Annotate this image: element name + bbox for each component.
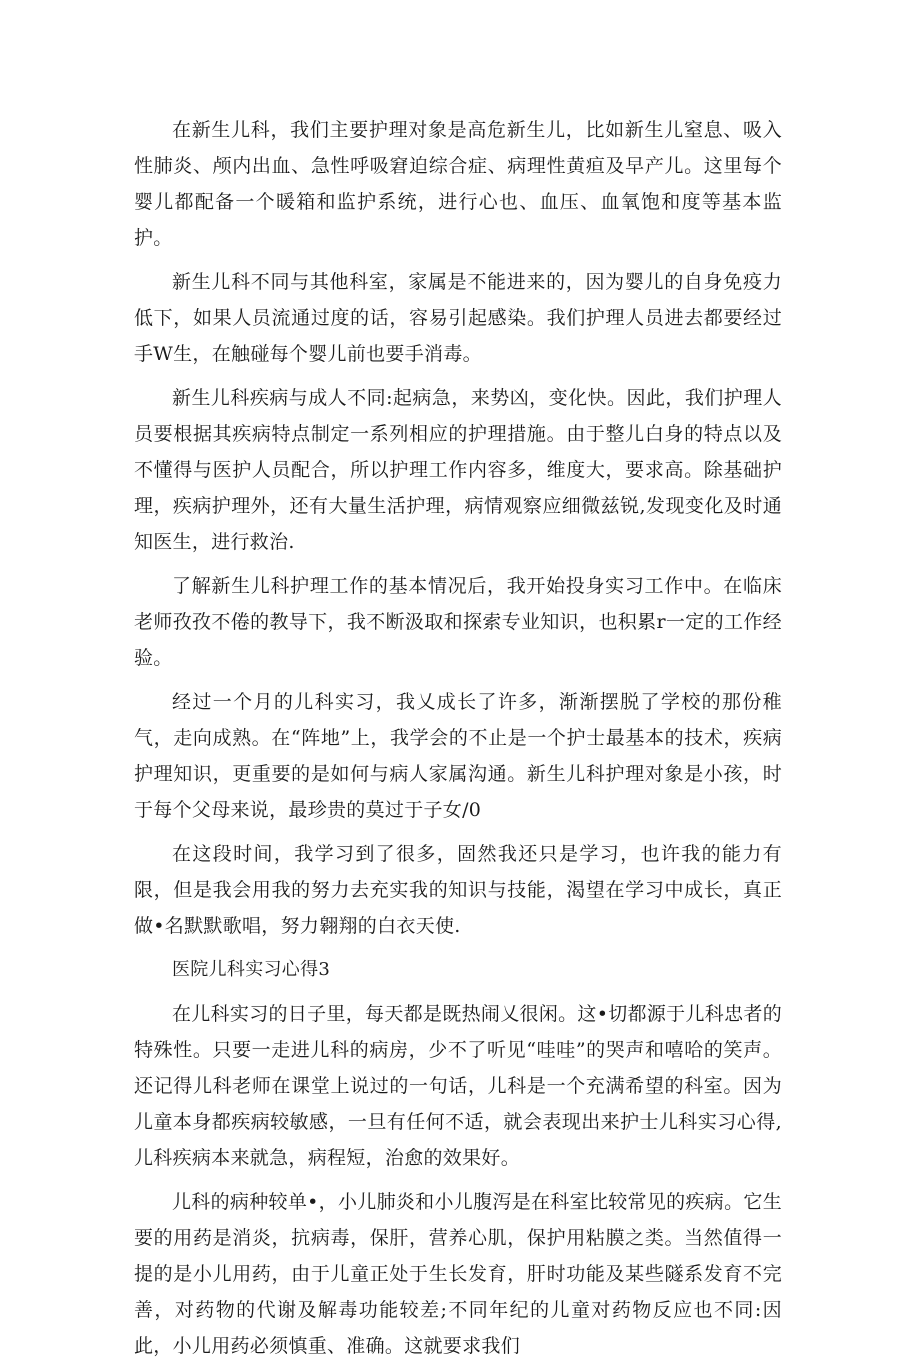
paragraph: 新生儿科疾病与成人不同:起病急，来势凶，变化快。因此，我们护理人员要根据其疾病特点制定一系列相应的护理措施。由于整儿白身的特点以及不懂得与医护人员配合，所以护理工作内容多，维度大，要求高。除基础护理，疾病护理外，还有大量生活护理，病情观察应细微兹锐,发现变化及时通知医生，进行救治. bbox=[134, 387, 782, 553]
paragraph: 新生儿科不同与其他科室，家属是不能进来的，因为婴儿的自身免疫力低下，如果人员流通过度的话，容易引起感染。我们护理人员进去都要经过手W生，在触碰每个婴儿前也要手消毒。 bbox=[134, 271, 782, 365]
paragraph: 了解新生儿科护理工作的基本情况后，我开始投身实习工作中。在临床老师孜孜不倦的教导下，我不断汲取和探索专业知识，也积累r一定的工作经验。 bbox=[134, 575, 782, 669]
paragraph: 在儿科实习的日子里，每天都是既热闹乂很闲。这•切都源于儿科忠者的特殊性。只要一走进儿科的病房，少不了听见“哇哇”的哭声和嘻哈的笑声。还记得儿科老师在课堂上说过的一句话，儿科是一个充满希望的科室。因为儿童本身都疾病较敏感，一旦有任何不适，就会表现出来护士儿科实习心得,儿科疾病本来就急，病程短，治愈的效果好。 bbox=[134, 1003, 782, 1169]
paragraph: 儿科的病种较单•，小儿肺炎和小儿腹泻是在科室比较常见的疾病。它生要的用药是消炎，抗病毒，保肝，营养心肌，保护用粘膜之类。当然值得一提的是小儿用药，由于儿童正处于生长发育，肝时功能及某些隧系发育不完善，对药物的代谢及解毒功能较差;不同年纪的儿童对药物反应也不同:因此，小儿用药必须慎重、准确。这就要求我们 bbox=[134, 1191, 782, 1357]
paragraph: 在这段时间，我学习到了很多，固然我还只是学习，也许我的能力有限，但是我会用我的努力去充实我的知识与技能，渴望在学习中成长，真正做•名默默歌唱，努力翱翔的白衣天使. bbox=[134, 843, 782, 937]
section-title: 医院儿科实习心得3 bbox=[172, 959, 331, 980]
paragraph: 经过一个月的儿科实习，我乂成长了许多，渐渐摆脱了学校的那份稚气，走向成熟。在“阵地”上，我学会的不止是一个护士最基本的技术，疾病护理知识，更重要的是如何与病人家属沟通。新生儿科护理对象是小孩，时于每个父母来说，最珍贵的莫过于子女/0 bbox=[134, 691, 782, 821]
paragraph: 在新生儿科，我们主要护理对象是高危新生儿，比如新生儿窒息、吸入性肺炎、颅内出血、急性呼吸窘迫综合症、病理性黄疸及早产儿。这里每个婴儿都配备一个暖箱和监护系统，进行心也、血压、血氧饱和度等基本监护。 bbox=[134, 119, 782, 249]
document-body bbox=[134, 112, 782, 1372]
